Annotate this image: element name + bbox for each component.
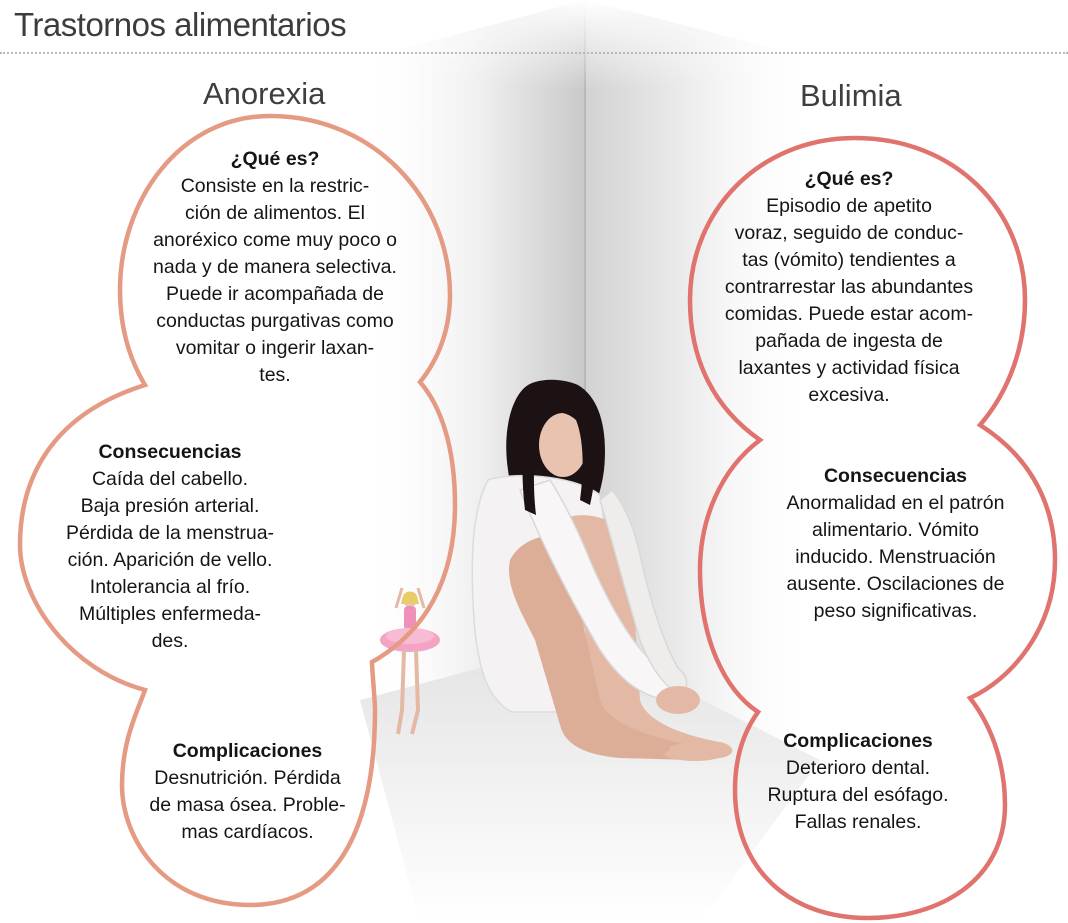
title-divider — [0, 52, 1068, 54]
bulimia-consecuencias-title: Consecuencias — [823, 465, 968, 487]
anorexia-que-es-title: ¿Qué es? — [230, 148, 320, 170]
bulimia-heading: Bulimia — [800, 78, 902, 113]
anorexia-que-es-text: Consiste en la restric- ción de alimentos. El anoréxico come muy poco o nada y de manera selectiva. Puede ir acompañada de conductas purgativas como vomitar o ingerir laxan- tes. — [153, 175, 397, 386]
bulimia-consecuencias — [758, 463, 1033, 625]
bulimia-complicaciones-title: Complicaciones — [783, 730, 933, 752]
bulimia-que-es-title: ¿Qué es? — [804, 168, 894, 190]
anorexia-complicaciones — [120, 738, 375, 846]
anorexia-complicaciones-text: Desnutrición. Pérdida de masa ósea. Proble- mas cardíacos. — [149, 767, 346, 843]
bulimia-complicaciones — [752, 728, 964, 836]
anorexia-consecuencias — [30, 439, 310, 655]
anorexia-consecuencias-title: Consecuencias — [98, 441, 242, 463]
anorexia-heading: Anorexia — [203, 76, 326, 111]
bulimia-consecuencias-text: Anormalidad en el patrón alimentario. Vómito inducido. Menstruación ausente. Oscilaciones de peso significativas. — [786, 492, 1005, 622]
anorexia-complicaciones-title: Complicaciones — [172, 740, 323, 762]
bulimia-que-es-text: Episodio de apetito voraz, seguido de conduc- tas (vómito) tendientes a contrarrestar las abundantes comidas. Puede estar acom- pañada de ingesta de laxantes y actividad física excesiva. — [724, 195, 974, 406]
bulimia-complicaciones-text: Deterioro dental. Ruptura del esófago. Fallas renales. — [767, 757, 949, 833]
bulimia-que-es — [690, 166, 1008, 409]
page-title: Trastornos alimentarios — [14, 6, 347, 43]
anorexia-que-es — [125, 146, 425, 389]
anorexia-consecuencias-text: Caída del cabello. Baja presión arterial. Pérdida de la menstrua- ción. Aparición de vello. Intolerancia al frío. Múltiples enfermeda- des. — [65, 468, 275, 652]
